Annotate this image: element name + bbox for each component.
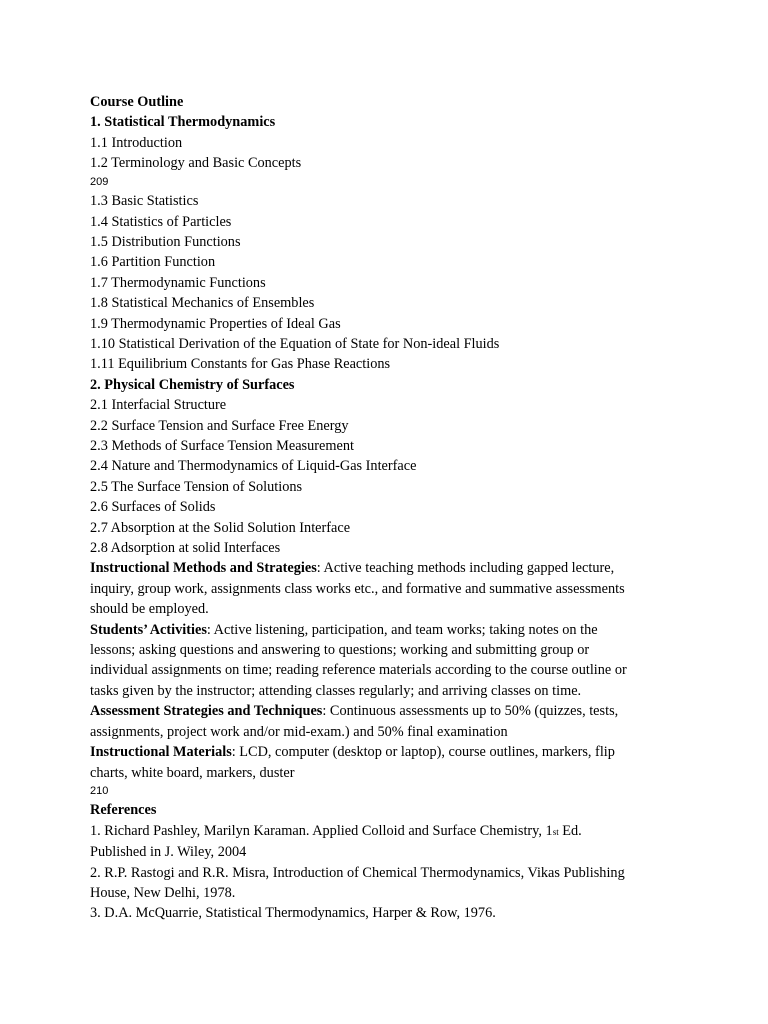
activities-line: lessons; asking questions and answering to questions; working and submitting group or [90,642,590,659]
outline-item: 1.3 Basic Statistics [90,193,199,210]
materials-text: : LCD, computer (desktop or laptop), course outlines, markers, flip [231,744,615,761]
materials-line: charts, white board, markers, duster [90,764,295,781]
outline-item: 1.11 Equilibrium Constants for Gas Phase Reactions [90,356,391,373]
reference-2-line: 2. R.P. Rastogi and R.R. Misra, Introduction of Chemical Thermodynamics, Vikas Publishing [90,864,625,881]
methods-line: inquiry, group work, assignments class works etc., and formative and summative assessments [90,580,625,597]
outline-item: 2.4 Nature and Thermodynamics of Liquid-Gas Interface [90,458,417,475]
section-2-title: 2. Physical Chemistry of Surfaces [90,376,295,393]
reference-1-line [90,821,670,842]
outline-item: 1.2 Terminology and Basic Concepts [90,155,302,172]
methods-line [90,558,670,578]
outline-item: 2.7 Absorption at the Solid Solution Interface [90,519,351,536]
assessment-text: : Continuous assessments up to 50% (quizzes, tests, [322,703,619,720]
assessment-line [90,701,670,721]
outline-item: 1.6 Partition Function [90,254,216,271]
reference-1-line: Published in J. Wiley, 2004 [90,844,247,861]
page-number: 209 [90,175,109,188]
activities-text: : Active listening, participation, and team works; taking notes on the [206,621,598,638]
assessment-label: Assessment Strategies and Techniques [90,703,323,720]
page-number: 210 [90,784,109,797]
course-outline-heading: Course Outline [90,94,184,110]
outline-item: 2.2 Surface Tension and Surface Free Energy [90,417,349,434]
references-heading: References [90,802,157,819]
materials-label: Instructional Materials [90,744,232,761]
outline-item: 1.4 Statistics of Particles [90,213,232,230]
outline-item: 2.8 Adsorption at solid Interfaces [90,540,281,557]
outline-item: 1.5 Distribution Functions [90,233,241,250]
materials-line [90,742,670,762]
outline-item: 2.3 Methods of Surface Tension Measurement [90,438,354,454]
activities-label: Students’ Activities [90,621,207,638]
activities-line: individual assignments on time; reading reference materials according to the course outline or [90,662,627,679]
methods-text: : Active teaching methods including gapped lecture, [316,560,615,577]
methods-line: should be employed. [90,601,209,618]
edition-superscript: st [552,826,559,837]
outline-item: 2.6 Surfaces of Solids [90,499,216,516]
activities-line [90,620,670,640]
document-page [90,92,670,924]
reference-1-edition: Ed. [558,822,582,839]
section-1-title: 1. Statistical Thermodynamics [90,114,276,131]
outline-item: 2.1 Interfacial Structure [90,397,227,414]
assessment-line: assignments, project work and/or mid-exam.) and 50% final examination [90,723,508,740]
reference-3-line: 3. D.A. McQuarrie, Statistical Thermodynamics, Harper & Row, 1976. [90,905,496,922]
outline-item: 1.7 Thermodynamic Functions [90,274,266,291]
outline-item: 1.1 Introduction [90,134,183,151]
activities-line: tasks given by the instructor; attending classes regularly; and arriving classes on time. [90,682,582,699]
outline-item: 2.5 The Surface Tension of Solutions [90,478,303,495]
reference-2-line: House, New Delhi, 1978. [90,885,236,902]
methods-label: Instructional Methods and Strategies [90,560,317,577]
outline-item: 1.8 Statistical Mechanics of Ensembles [90,295,315,312]
outline-item: 1.9 Thermodynamic Properties of Ideal Gas [90,315,341,332]
outline-item: 1.10 Statistical Derivation of the Equation of State for Non-ideal Fluids [90,335,500,352]
reference-1-text: 1. Richard Pashley, Marilyn Karaman. Applied Colloid and Surface Chemistry, 1 [90,822,553,839]
